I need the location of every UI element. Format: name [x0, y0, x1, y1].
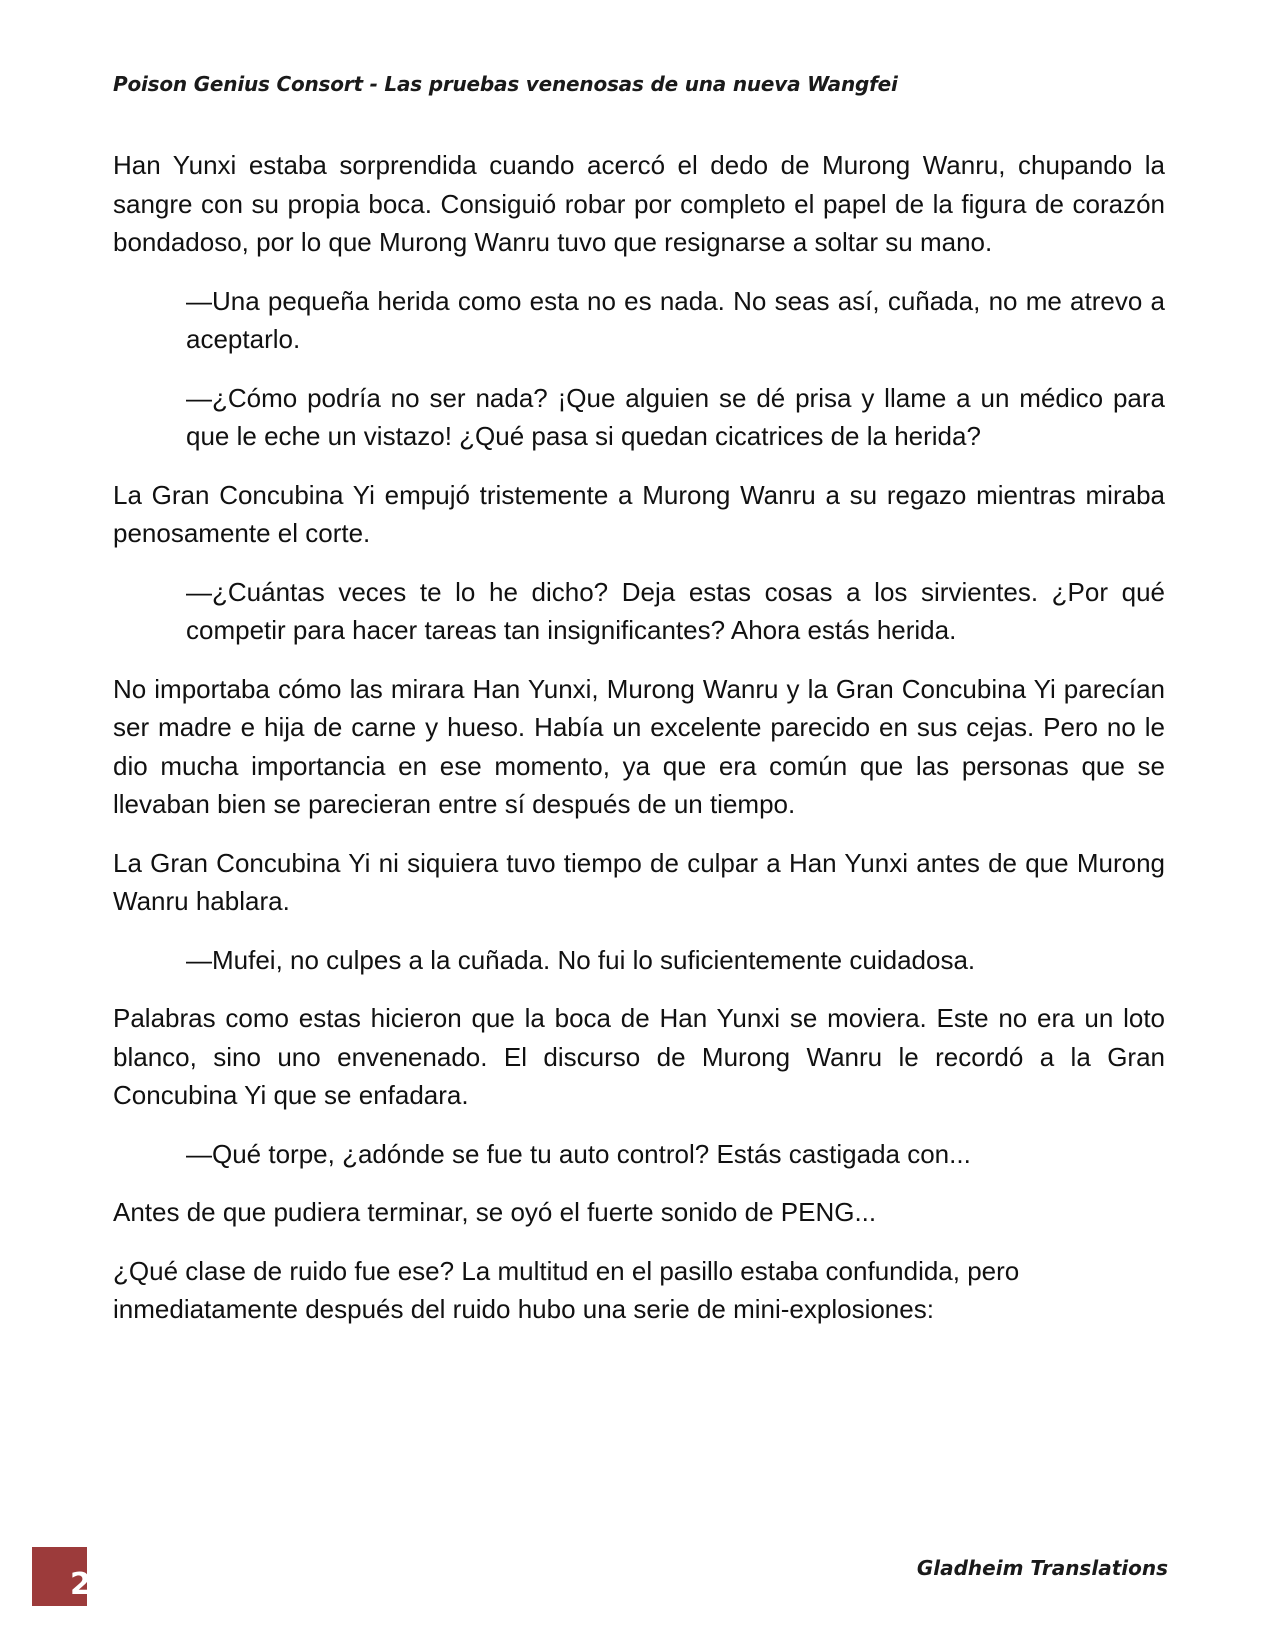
dialog-paragraph: —¿Cómo podría no ser nada? ¡Que alguien se dé prisa y llame a un médico para que le eche un vistazo! ¿Qué pasa si quedan cicatrices de la herida? [186, 382, 1165, 451]
narration-paragraph: La Gran Concubina Yi ni siquiera tuvo tiempo de culpar a Han Yunxi antes de que Murong Wanru hablara. [113, 847, 1165, 916]
narration-paragraph: La Gran Concubina Yi empujó tristemente a Murong Wanru a su regazo mientras miraba penosamente el corte. [113, 479, 1165, 548]
dialog-paragraph: —Mufei, no culpes a la cuñada. No fui lo suficientemente cuidadosa. [186, 944, 976, 975]
page-body [113, 146, 1165, 1349]
page-number-underline [32, 1604, 87, 1606]
narration-paragraph: Palabras como estas hicieron que la boca de Han Yunxi se moviera. Este no era un loto blanco, sino uno envenenado. El discurso de Murong Wanru le recordó a la Gran Concubina Yi que se enfadara. [113, 1003, 1165, 1110]
narration-paragraph: ¿Qué clase de ruido fue ese? La multitud en el pasillo estaba confundida, pero inmediatamente después del ruido hubo una serie de mini-explosiones: [113, 1255, 1020, 1324]
dialog-paragraph: —Una pequeña herida como esta no es nada. No seas así, cuñada, no me atrevo a aceptarlo. [186, 285, 1165, 354]
footer-credit: Gladheim Translations [916, 1556, 1168, 1580]
page-number: 2 [70, 1567, 91, 1602]
narration-paragraph: Antes de que pudiera terminar, se oyó el fuerte sonido de PENG... [113, 1197, 877, 1227]
narration-paragraph: Han Yunxi estaba sorprendida cuando acercó el dedo de Murong Wanru, chupando la sangre con su propia boca. Consiguió robar por completo el papel de la figura de corazón bondadoso, por lo que Murong Wanru tuvo que resignarse a soltar su mano. [113, 150, 1165, 257]
narration-paragraph: No importaba cómo las mirara Han Yunxi, Murong Wanru y la Gran Concubina Yi parecían ser madre e hija de carne y hueso. Había un excelente parecido en sus cejas. Pero no le dio mucha importancia en ese momento, ya que era común que las personas que se llevaban bien se parecieran entre sí después de un tiempo. [113, 673, 1165, 819]
dialog-paragraph: —Qué torpe, ¿adónde se fue tu auto control? Estás castigada con... [186, 1138, 971, 1169]
dialog-paragraph: —¿Cuántas veces te lo he dicho? Deja estas cosas a los sirvientes. ¿Por qué competir para hacer tareas tan insignificantes? Ahora estás herida. [186, 576, 1165, 645]
running-header: Poison Genius Consort - Las pruebas venenosas de una nueva Wangfei [113, 72, 898, 96]
